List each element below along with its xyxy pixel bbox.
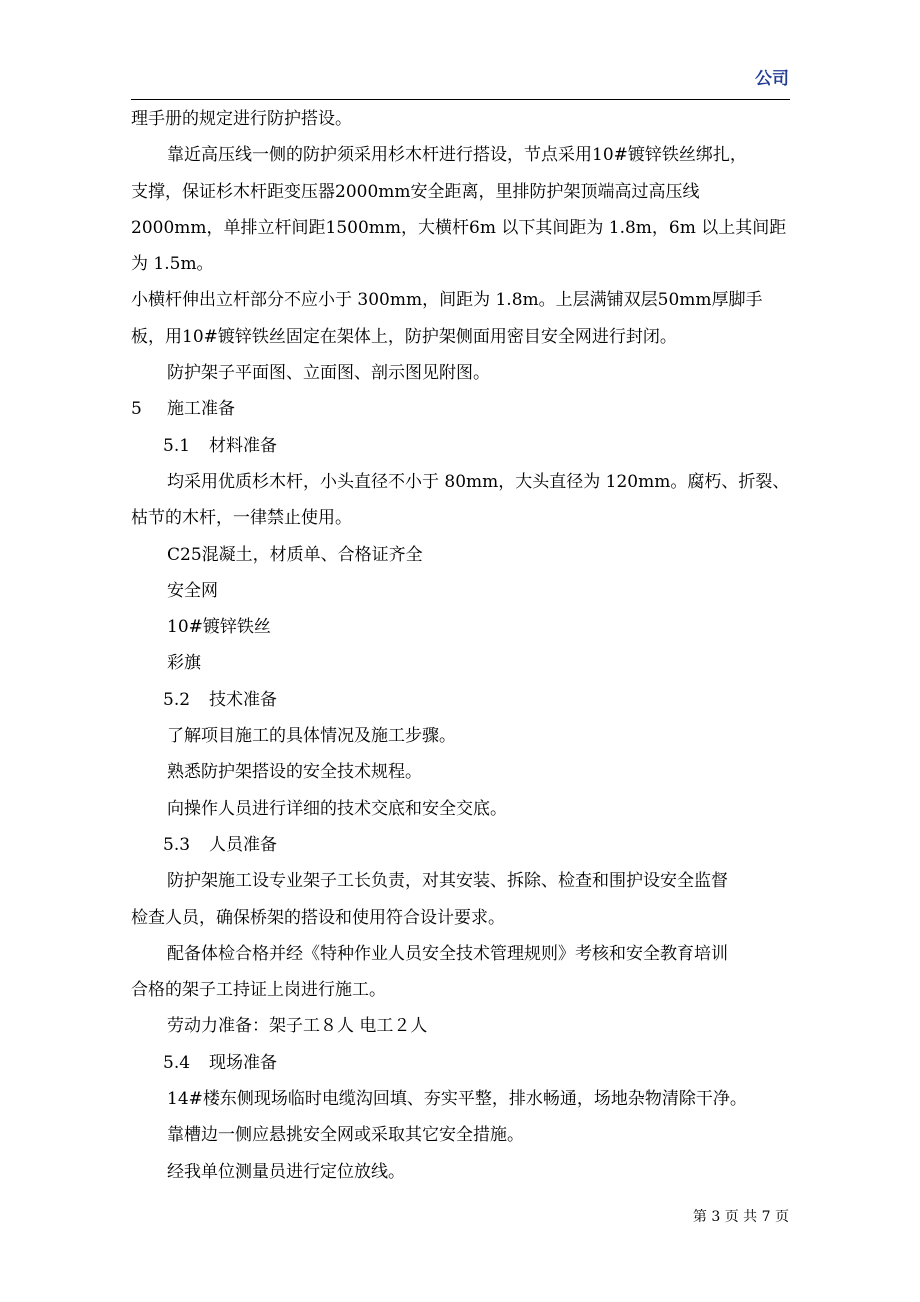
subsection-number: 5.2: [163, 689, 191, 710]
paragraph-line: 支撑，保证杉木杆距变压器2000mm安全距离，里排防护架顶端高过高压线: [131, 181, 700, 202]
subsection-number: 5.3: [163, 834, 191, 855]
document-body: [131, 101, 831, 1190]
subsection-title: 现场准备: [209, 1052, 277, 1073]
paragraph-line: 防护架施工设专业架子工长负责，对其安装、拆除、检查和围护设安全监督: [167, 871, 728, 892]
section-number: 5: [131, 399, 142, 420]
subsection-heading-5-3: [131, 827, 831, 863]
paragraph-line: 靠槽边一侧应悬挑安全网或采取其它安全措施。: [167, 1125, 524, 1146]
paragraph-line: 熟悉防护架搭设的安全技术规程。: [167, 762, 422, 783]
paragraph-line: 为 1.5m。: [131, 254, 214, 275]
header-divider: [131, 99, 790, 100]
paragraph-line: 防护架子平面图、立面图、剖示图见附图。: [167, 363, 490, 384]
paragraph-line: 理手册的规定进行防护搭设。: [131, 109, 352, 129]
subsection-heading-5-2: [131, 682, 831, 718]
paragraph-line: 小横杆伸出立杆部分不应小于 300mm，间距为 1.8m。上层满铺双层50mm厚脚手: [131, 290, 763, 311]
paragraph-line: 均采用优质杉木杆，小头直径不小于 80mm，大头直径为 120mm。腐朽、折裂、: [167, 471, 790, 492]
paragraph-line: 枯节的木杆，一律禁止使用。: [131, 508, 352, 529]
paragraph-line: 劳动力准备：架子工８人 电工２人: [167, 1016, 428, 1037]
paragraph-line: 板，用10#镀锌铁丝固定在架体上，防护架侧面用密目安全网进行封闭。: [131, 326, 677, 347]
subsection-number: 5.4: [163, 1052, 191, 1073]
paragraph-line: 向操作人员进行详细的技术交底和安全交底。: [167, 798, 507, 819]
subsection-heading-5-1: [131, 428, 831, 464]
paragraph-line: 安全网: [167, 580, 218, 601]
subsection-title: 人员准备: [209, 834, 277, 855]
paragraph-line: 检查人员，确保桥架的搭设和使用符合设计要求。: [131, 907, 505, 928]
paragraph-line: 配备体检合格并经《特种作业人员安全技术管理规则》考核和安全教育培训: [167, 943, 728, 964]
paragraph-line: 彩旗: [167, 653, 201, 674]
paragraph-line: 14#楼东侧现场临时电缆沟回填、夯实平整，排水畅通，场地杂物清除干净。: [167, 1089, 747, 1110]
subsection-number: 5.1: [163, 435, 191, 456]
section-title: 施工准备: [167, 399, 235, 420]
paragraph-line: 10#镀锌铁丝: [167, 617, 271, 638]
subsection-title: 材料准备: [209, 435, 277, 456]
paragraph-line: 经我单位测量员进行定位放线。: [167, 1161, 405, 1182]
section-heading-5: [131, 391, 831, 427]
subsection-title: 技术准备: [209, 689, 277, 710]
page-number-footer: 第 3 页 共 7 页: [692, 1209, 789, 1225]
subsection-heading-5-4: [131, 1045, 831, 1081]
paragraph-line: 靠近高压线一侧的防护须采用杉木杆进行搭设，节点采用10#镀锌铁丝绑扎，: [167, 145, 747, 166]
header-company-name: 公司: [755, 69, 789, 89]
paragraph-line: 2000mm，单排立杆间距1500mm，大横杆6m 以下其间距为 1.8m，6m 以上其间距: [131, 217, 787, 238]
paragraph-line: 了解项目施工的具体情况及施工步骤。: [167, 726, 456, 747]
paragraph-line: C25混凝土，材质单、合格证齐全: [167, 544, 423, 565]
paragraph-line: 合格的架子工持证上岗进行施工。: [131, 980, 386, 1001]
